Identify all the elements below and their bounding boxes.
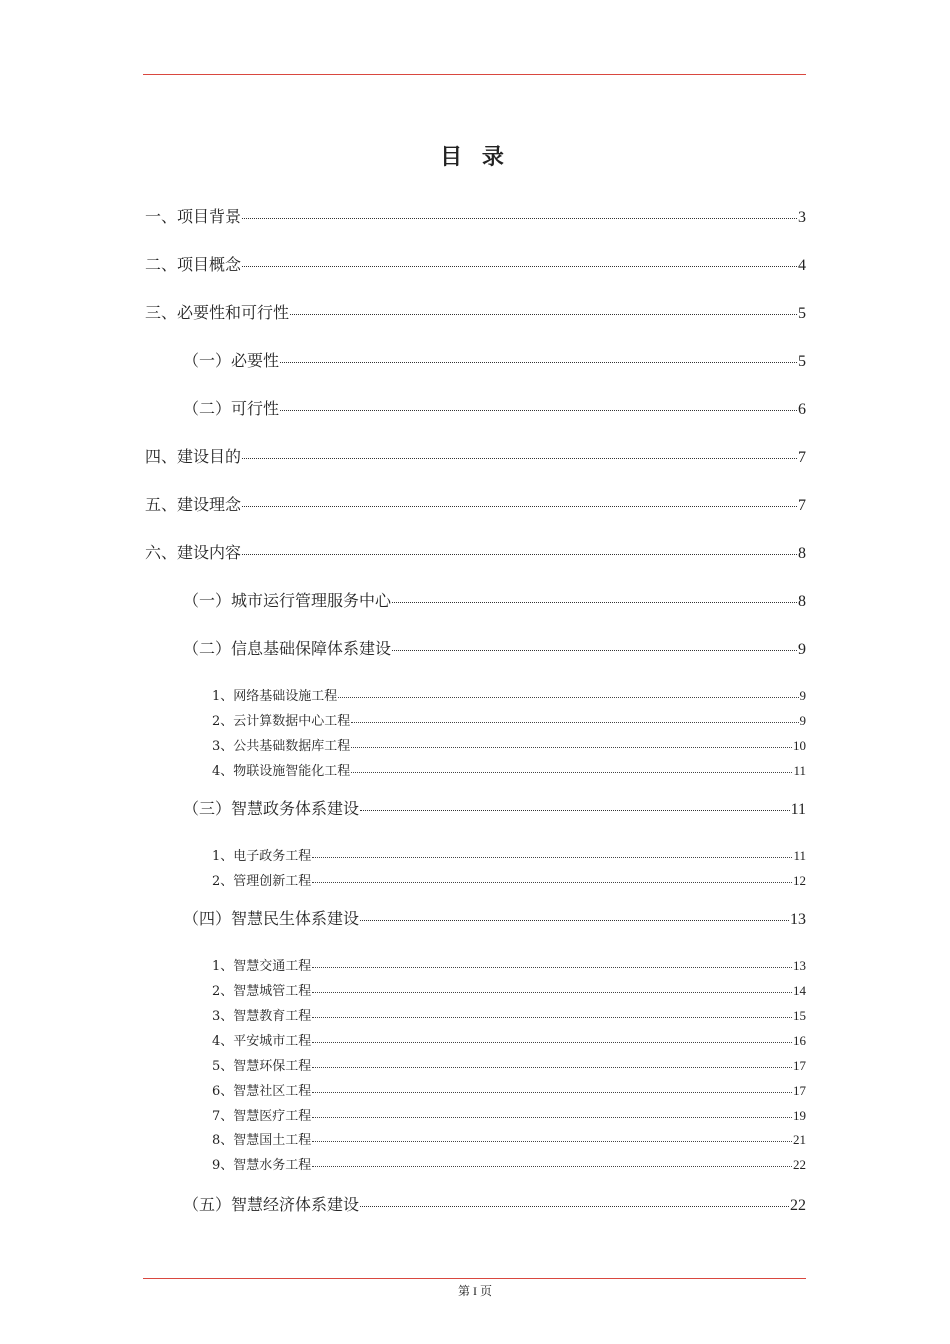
toc-entry-title: 4、平安城市工程	[212, 1034, 312, 1049]
toc-leader-dots	[392, 649, 797, 651]
toc-entry[interactable]	[145, 445, 806, 469]
toc-entry[interactable]	[212, 1031, 806, 1051]
toc-entry[interactable]	[212, 871, 806, 891]
toc-entry-title: 6、智慧社区工程	[212, 1084, 312, 1099]
toc-leader-dots	[280, 361, 797, 363]
toc-leader-dots	[312, 881, 792, 883]
toc-page-number: 12	[793, 873, 806, 888]
toc-entry-title: 2、管理创新工程	[212, 874, 312, 889]
toc-page-number: 17	[793, 1083, 806, 1098]
toc-leader-dots	[280, 409, 797, 411]
toc-page-number: 9	[799, 713, 806, 728]
toc-entry-title: （四）智慧民生体系建设	[183, 909, 360, 928]
toc-leader-dots	[351, 771, 792, 773]
toc-entry-title: 1、智慧交通工程	[212, 959, 312, 974]
toc-leader-dots	[360, 919, 789, 921]
toc-entry-title: 3、智慧教育工程	[212, 1009, 312, 1024]
toc-page-number: 22	[790, 1197, 806, 1214]
toc-leader-dots	[242, 553, 797, 555]
toc-leader-dots	[312, 1066, 792, 1068]
toc-leader-dots	[392, 601, 797, 603]
toc-leader-dots	[312, 856, 792, 858]
page-footer: 第 I 页	[458, 1284, 492, 1298]
toc-leader-dots	[360, 809, 790, 811]
toc-entry[interactable]	[212, 761, 806, 781]
toc-entry[interactable]	[212, 736, 806, 756]
toc-entry[interactable]	[183, 907, 806, 931]
toc-page-number: 17	[793, 1058, 806, 1073]
toc-page-number: 5	[798, 353, 806, 370]
toc-entry-title: 5、智慧环保工程	[212, 1059, 312, 1074]
toc-entry[interactable]	[183, 797, 806, 821]
toc-page-number: 8	[798, 593, 806, 610]
toc-leader-dots	[351, 721, 798, 723]
toc-entry-title: 2、智慧城管工程	[212, 984, 312, 999]
toc-page-number: 11	[793, 763, 806, 778]
toc-page-number: 16	[793, 1033, 806, 1048]
toc-leader-dots	[312, 966, 792, 968]
toc-entry-title: （一）必要性	[183, 351, 280, 370]
toc-entry[interactable]	[212, 981, 806, 1001]
toc-leader-dots	[242, 265, 797, 267]
toc-leader-dots	[312, 1091, 792, 1093]
toc-entry-title: 四、建设目的	[145, 447, 242, 466]
toc-page-number: 22	[793, 1157, 806, 1172]
toc-entry[interactable]	[183, 1193, 806, 1217]
toc-page-number: 13	[790, 911, 806, 928]
toc-page-number: 7	[798, 497, 806, 514]
toc-entry[interactable]	[145, 493, 806, 517]
toc-entry-title: 五、建设理念	[145, 495, 242, 514]
toc-leader-dots	[312, 1041, 792, 1043]
toc-entry-title: （二）信息基础保障体系建设	[183, 639, 392, 658]
toc-leader-dots	[312, 1140, 792, 1142]
toc-entry[interactable]	[183, 589, 806, 613]
toc-entry-title: 4、物联设施智能化工程	[212, 764, 351, 779]
toc-entry-title: 9、智慧水务工程	[212, 1158, 312, 1173]
toc-leader-dots	[338, 696, 798, 698]
toc-entry-title: 3、公共基础数据库工程	[212, 739, 351, 754]
toc-leader-dots	[290, 313, 797, 315]
toc-page-number: 10	[793, 738, 806, 753]
toc-entry[interactable]	[212, 956, 806, 976]
toc-entry[interactable]	[145, 253, 806, 277]
toc-leader-dots	[351, 746, 792, 748]
toc-entry[interactable]	[212, 846, 806, 866]
toc-entry[interactable]	[212, 1130, 806, 1150]
toc-entry-title: 六、建设内容	[145, 543, 242, 562]
toc-page-number: 6	[798, 401, 806, 418]
toc-page-number: 11	[790, 801, 806, 818]
toc-page-number: 7	[798, 449, 806, 466]
toc-entry-title: （一）城市运行管理服务中心	[183, 591, 392, 610]
toc-entry-title: 1、网络基础设施工程	[212, 689, 338, 704]
toc-entry[interactable]	[145, 301, 806, 325]
toc-entry[interactable]	[145, 541, 806, 565]
toc-page-number: 15	[793, 1008, 806, 1023]
toc-entry[interactable]	[212, 1106, 806, 1126]
toc-page-number: 9	[799, 688, 806, 703]
toc-page-number: 5	[798, 305, 806, 322]
toc-leader-dots	[312, 991, 792, 993]
toc-page-number: 4	[798, 257, 806, 274]
toc-page-number: 21	[793, 1132, 806, 1147]
toc-entry-title: 7、智慧医疗工程	[212, 1109, 312, 1124]
page-title: 目 录	[440, 145, 510, 170]
toc-entry-title: 8、智慧国土工程	[212, 1133, 312, 1148]
toc-entry-title: 三、必要性和可行性	[145, 303, 290, 322]
footer-rule	[143, 1278, 806, 1279]
toc-entry[interactable]	[212, 1081, 806, 1101]
toc-page-number: 14	[793, 983, 806, 998]
toc-entry-title: 二、项目概念	[145, 255, 242, 274]
toc-entry[interactable]	[212, 711, 806, 731]
toc-entry[interactable]	[183, 349, 806, 373]
toc-page-number: 11	[793, 848, 806, 863]
toc-leader-dots	[242, 505, 797, 507]
toc-entry-title: 1、电子政务工程	[212, 849, 312, 864]
toc-leader-dots	[312, 1116, 792, 1118]
toc-entry-title: （三）智慧政务体系建设	[183, 799, 360, 818]
toc-entry-title: 2、云计算数据中心工程	[212, 714, 351, 729]
toc-leader-dots	[312, 1016, 792, 1018]
toc-leader-dots	[312, 1165, 792, 1167]
toc-page-number: 19	[793, 1108, 806, 1123]
toc-entry[interactable]	[183, 637, 806, 661]
toc-leader-dots	[242, 457, 797, 459]
toc-entry-title: 一、项目背景	[145, 207, 242, 226]
toc-entry-title: （五）智慧经济体系建设	[183, 1195, 360, 1214]
toc-entry[interactable]	[212, 686, 806, 706]
toc-page-number: 3	[798, 209, 806, 226]
toc-page-number: 8	[798, 545, 806, 562]
toc-page-number: 9	[798, 641, 806, 658]
toc-entry[interactable]	[145, 205, 806, 229]
toc-entry[interactable]	[212, 1006, 806, 1026]
toc-entry-title: （二）可行性	[183, 399, 280, 418]
toc-entry[interactable]	[212, 1155, 806, 1175]
toc-leader-dots	[360, 1205, 789, 1207]
toc-leader-dots	[242, 217, 797, 219]
toc-entry[interactable]	[183, 397, 806, 421]
toc-entry[interactable]	[212, 1056, 806, 1076]
toc-page-number: 13	[793, 958, 806, 973]
